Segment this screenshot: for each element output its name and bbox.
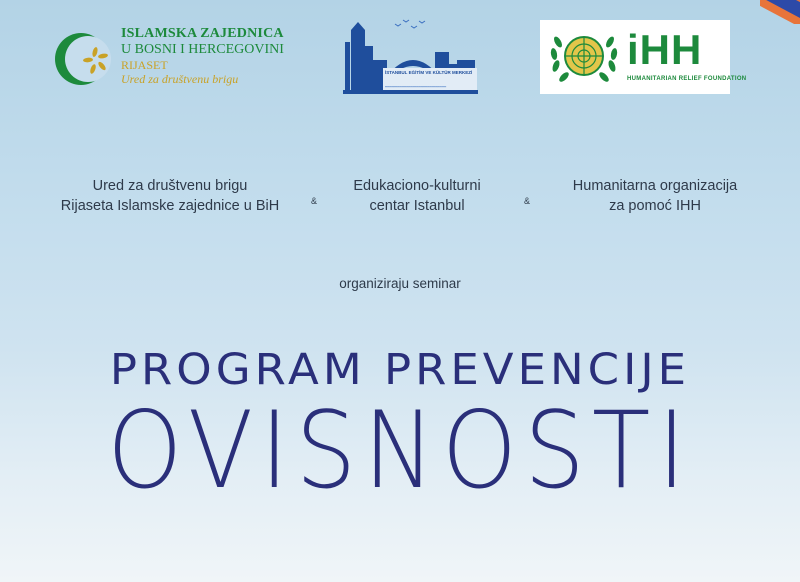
organizer-3 [540,176,770,216]
ihh-wordmark: iHH [627,26,703,73]
istanbul-logo-text: İSTANBUL EĞİTİM VE KÜLTÜR MERKEZİ [385,70,473,75]
organizer-2 [322,176,512,216]
organizer-2-line1: Edukaciono-kulturni [353,178,481,194]
istanbul-center-logo [343,16,478,94]
ihh-subtitle: HUMANITARIAN RELIEF FOUNDATION [627,76,747,82]
logo-line-4: Ured za društvenu brigu [121,72,239,86]
logo-line-3: RIJASET [121,58,168,72]
organizer-1-line1: Ured za društvenu brigu [92,178,248,194]
organizer-1 [45,176,295,216]
ampersand-1: & [311,196,318,206]
un-emblem-icon [544,22,624,92]
logo-line-1: ISLAMSKA ZAJEDNICA [121,26,284,41]
title-line-1: PROGRAM PREVENCIJE [109,344,691,395]
title-line-2: OVISNOSTI [107,389,693,512]
organizer-3-line2: za pomoć IHH [609,198,701,214]
islamska-zajednica-logo [50,24,295,94]
corner-decoration [760,0,800,24]
organizer-3-line1: Humanitarna organizacija [572,178,738,194]
crescent-icon [50,26,116,92]
ihh-logo [540,20,747,94]
organizer-1-line2: Rijaseta Islamske zajednice u BiH [60,198,280,214]
organizer-2-line2: centar Istanbul [369,198,465,214]
bridge-tower-icon [343,16,478,94]
logo-line-2: U BOSNI I HERCEGOVINI [121,42,284,57]
ampersand-2: & [524,196,531,206]
organize-text: organiziraju seminar [339,276,461,291]
istanbul-logo-subtext: ━━━━━━━━━━━━━━━━━━━━━━━━━━━━━ [385,85,447,89]
